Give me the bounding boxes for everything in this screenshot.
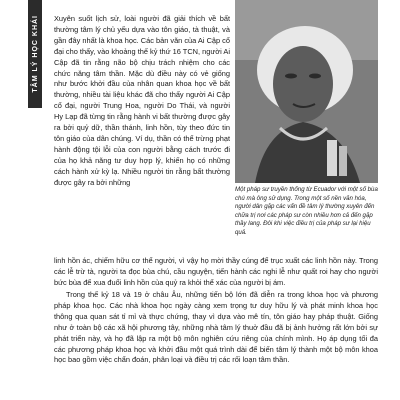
column-paragraph: Xuyên suốt lịch sử, loài người đã giải thích về bất thường tâm lý chủ yếu dựa vào tôn giáo, tà thuật, và gần đây nhất là khoa học. Các bản văn của Ai Cập cổ đại cho thấy, vào khoảng thế kỷ thứ 16 TCN, người Ai Cập đã tin rằng não bộ chịu trách nhiệm cho các chức năng tâm thần. Mặc dù điều này có vẻ giống như bước khởi đầu của nhân quan khoa học về bất thường, nhiều tài liệu khác đã cho thấy người Ai Cập cổ đại, người Trung Hoa, người Do Thái, và người Hy Lạp đã từng tin rằng hành vi bất thường được gây ra bởi quỷ dữ, thần thánh, linh hồn, tùy theo đức tin tôn giáo của dân chúng. Ví dụ, thần có thể trừng phạt hành động tội lỗi của con người bằng cách trước đi của họ khả năng tư duy hợp lý, khiến họ có những cách hành xử kỳ lạ. Nhiều người tin rằng bất thường được gây ra bởi những — [54, 14, 230, 187]
figure-caption: Một pháp sư truyền thống từ Ecuador với một số bùa chú mà ông sử dụng. Trong một số nền văn hóa, người dân gặp các vấn đề tâm lý thường xuyên đến chữa trị nơi các pháp sư còn nhiều hơn cả đến gặp thầy lang. Đôi khi việc điều trị của pháp sư lại hiệu quả. — [235, 186, 378, 236]
sidebar-label: TÂM LÝ HỌC KHÁI — [31, 15, 39, 93]
continuation-paragraph: linh hồn ác, chiếm hữu cơ thể người, vì vậy họ mời thầy cúng để trục xuất các linh hồn này. Trong các lễ trừ tà, người ta đọc bùa chú, cầu nguyện, tiến hành các nghi lễ như quất roi hay cho người bức bùa để xua đuổi linh hồn của quỷ ra khỏi thể xác của người bị ám. — [54, 256, 378, 287]
sidebar-tab — [28, 0, 42, 108]
amulet-2 — [339, 146, 347, 176]
face-shape — [273, 46, 333, 122]
figure-photo — [235, 0, 378, 183]
right-eye — [309, 74, 321, 79]
shaman-photo — [235, 0, 378, 183]
paragraph-2: Trong thế kỷ 18 và 19 ở châu Âu, những tiến bộ lớn đã diễn ra trong khoa học và phương pháp khoa học. Các nhà khoa học ngày càng xem trọng tư duy hữu lý và phát minh khoa học thông qua quan sát tỉ mỉ và thực chứng, thay vì dựa vào mê tín, tôn giáo hay pháp thuật. Giống như ở toàn bộ các xã hội phương tây, những nhà tâm lý thuở đầu đã bị ảnh hưởng rất lớn bởi sự phát triển này, và họ đã lập ra một bộ môn nghiên cứu riêng của chính mình. Họ áp dụng tối đa các phương pháp khoa học và khởi đầu một quá trình dài để biến tâm lý thành một bộ môn khoa học bao gồm việc chẩn đoán, phân loại và điều trị các rối loạn tâm thần. — [54, 290, 378, 365]
amulet-1 — [327, 140, 337, 176]
left-eye — [285, 74, 297, 79]
